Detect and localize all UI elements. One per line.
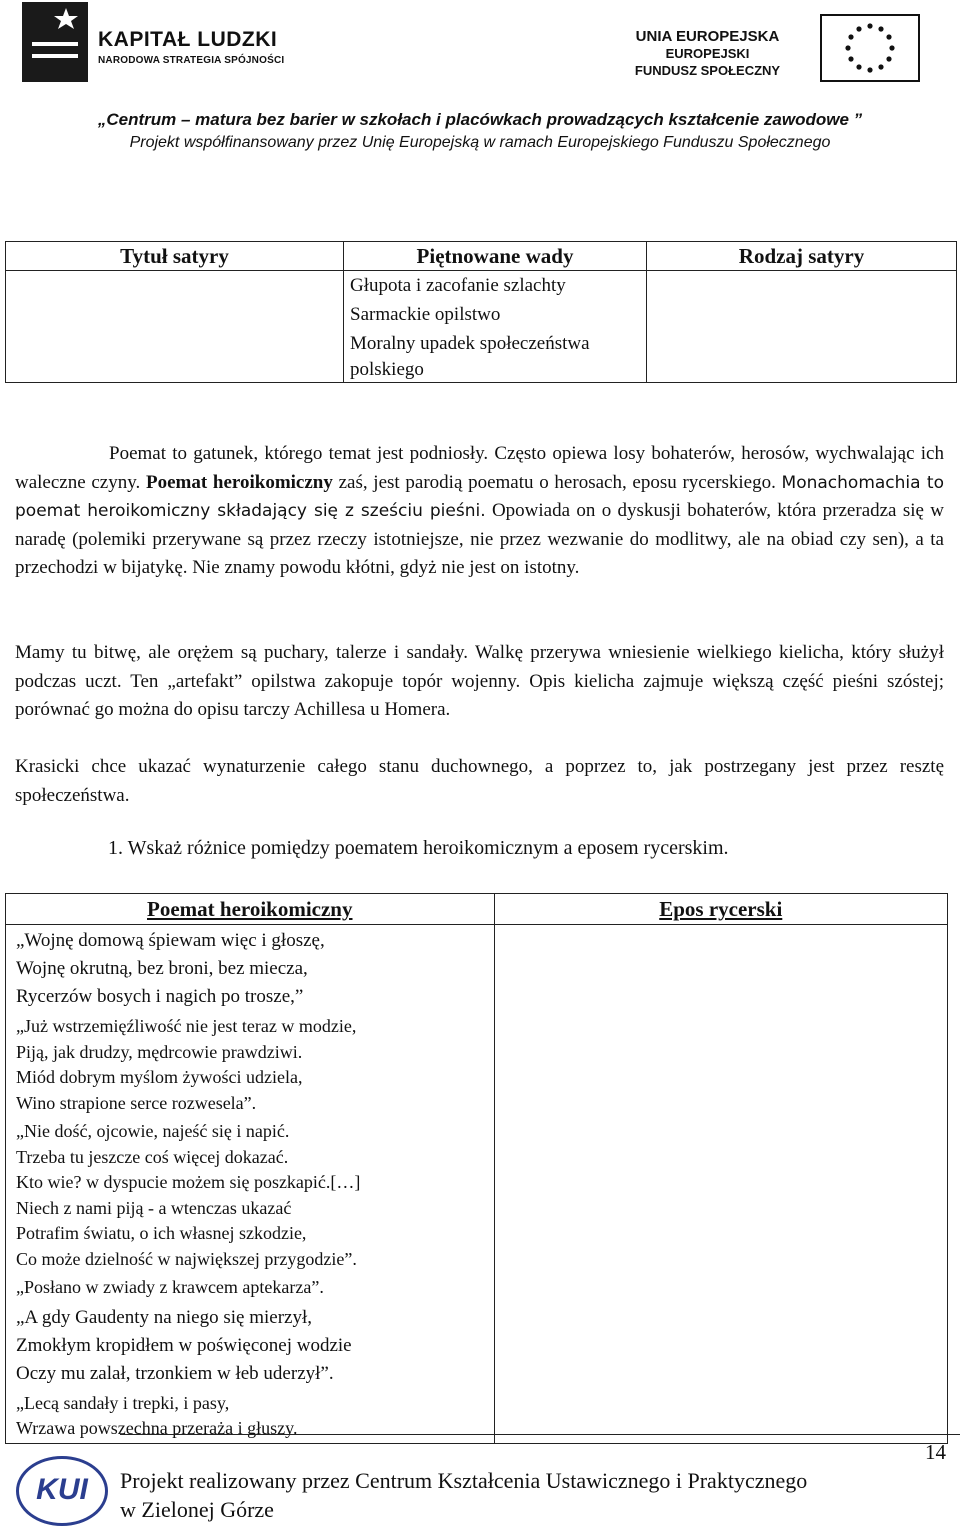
quote-line: Kto wie? w dyspucie możem się poszkapić.[…]: [16, 1172, 361, 1192]
satire-table-cell-flaws: [344, 271, 647, 383]
quote-line: Co może dzielność w największej przygodzie”.: [16, 1248, 357, 1269]
quote-line: „A gdy Gaudenty na niego się mierzył,: [16, 1306, 313, 1328]
paragraph-bitwa: Mamy tu bitwę, ale orężem są puchary, talerze i sandały. Walkę przerywa wniesienie wielkiego kielicha, który służył podczas uczt. Ten „artefakt” opilstwa zakopuje topór wojenny. Opis kielicha zajmuje większą część pieśni szóstej; porównać go można do opisu tarczy Achillesa u Homera.: [15, 642, 944, 720]
quote-line: Niech z nami piją - a wtenczas ukazać: [16, 1197, 292, 1218]
quote-line: „Lecą sandały i trepki, i pasy,: [16, 1392, 230, 1413]
footer-divider: [120, 1434, 960, 1435]
quote-group: [16, 1273, 494, 1302]
quote-group: [16, 925, 494, 1012]
paragraph-poemat: [15, 440, 944, 583]
quote-line: Piją, jak drudzy, mędrcowie prawdziwi.: [16, 1041, 303, 1062]
paragraph-text: Monachomachia to poemat heroikomiczny składający się z sześciu pieśni.: [15, 472, 945, 521]
paragraph-text: Poemat to gatunek, którego temat jest podniosły. Często opiewa losy bohaterów, herosów, wychwalając ich waleczne czyny.: [15, 443, 944, 493]
comparison-cell-quotes: [6, 925, 495, 1444]
comparison-cell-epos: [494, 925, 947, 1444]
quote-group: [16, 1302, 494, 1389]
satire-table-cell-type: [647, 271, 957, 383]
ckuip-logo-icon: KUI: [16, 1456, 108, 1526]
kapital-ludzki-title: KAPITAŁ LUDZKI: [98, 28, 278, 51]
kapital-ludzki-subtitle: NARODOWA STRATEGIA SPÓJNOŚCI: [98, 55, 285, 66]
kapital-ludzki-emblem-icon: [22, 2, 88, 82]
project-subtitle: Projekt współfinansowany przez Unię Europejską w ramach Europejskiego Funduszu Społecznego: [129, 134, 831, 151]
satire-table-cell-title: [6, 271, 344, 383]
quote-line: Oczy mu zalał, trzonkiem w łeb uderzył”.: [16, 1362, 334, 1384]
footer-line2: w Zielonej Górze: [120, 1497, 274, 1522]
quote-line: Miód dobrym myślom żywości udziela,: [16, 1067, 303, 1087]
satire-table-header-type: Rodzaj satyry: [647, 242, 957, 271]
footer-text: [120, 1466, 807, 1524]
comparison-header-epos: [494, 894, 947, 925]
term-poemat-heroikomiczny: Poemat heroikomiczny: [145, 471, 333, 493]
flaw-item: polskiego: [350, 359, 424, 380]
paragraph-text: zaś, jest parodią poematu o herosach, eposu rycerskiego.: [332, 471, 782, 493]
quote-line: Wrzawa powszechna przeraża i głuszy.: [16, 1418, 298, 1438]
satire-table-header-title: Tytuł satyry: [6, 242, 344, 271]
quote-line: Rycerzów bosych i nagich po trosze,”: [16, 986, 304, 1007]
comparison-header-epos-label: Epos rycerski: [659, 897, 783, 921]
paragraph-text: Opowiada on o dyskusji bohaterów, która przeradza się w naradę (polemiki przerywane są przez rzeczy istotniejsze, nie przez wezwanie do modlitwy, ale na obiad czy sen), a ta przechodzi w bijatykę. Nie znamy powodu kłótni, gdyż nie jest on istotny.: [15, 500, 944, 578]
eu-logo-line2: EUROPEJSKI: [665, 46, 750, 61]
paragraph-krasicki: Krasicki chce ukazać wynaturzenie całego stanu duchownego, a poprzez to, jak postrzegany jest przez resztę społeczeństwa.: [15, 756, 944, 806]
quote-line: „Wojnę domową śpiewam więc i głoszę,: [16, 930, 325, 951]
kapital-ludzki-logo: [22, 0, 292, 85]
quote-group: [16, 1117, 494, 1273]
flaw-item: Głupota i zacofanie szlachty: [350, 275, 566, 296]
question-1: 1. Wskaż różnice pomiędzy poematem heroikomicznym a eposem rycerskim.: [108, 837, 729, 859]
quote-line: „Nie dość, ojcowie, najeść się i napić.: [16, 1121, 290, 1141]
footer-line1: Projekt realizowany przez Centrum Kształcenia Ustawicznego i Praktycznego: [120, 1468, 808, 1493]
page-number: 14: [925, 1440, 946, 1464]
flaw-item: Moralny upadek społeczeństwa: [350, 333, 590, 354]
project-title: „Centrum – matura bez barier w szkołach i placówkach prowadzących kształcenie zawodowe ”: [97, 110, 863, 129]
flaw-item: Sarmackie opilstwo: [350, 304, 501, 325]
quote-line: Trzeba tu jeszcze coś więcej dokazać.: [16, 1146, 289, 1167]
quote-line: Wino strapione serce rozwesela”.: [16, 1092, 257, 1113]
satire-table: [5, 241, 957, 383]
comparison-header-poemat: [6, 894, 495, 925]
quote-group: [16, 1012, 494, 1117]
eu-flag-icon: [820, 14, 920, 82]
comparison-table: [5, 893, 948, 1444]
quote-line: „Posłano w zwiady z krawcem aptekarza”.: [16, 1277, 324, 1297]
satire-table-header-flaws: Piętnowane wady: [344, 242, 647, 271]
eu-logo-line3: FUNDUSZ SPOŁECZNY: [634, 63, 781, 78]
comparison-header-poemat-label: Poemat heroikomiczny: [147, 897, 353, 921]
eu-logo-line1: UNIA EUROPEJSKA: [635, 28, 780, 45]
quote-line: „Już wstrzemięźliwość nie jest teraz w modzie,: [16, 1016, 357, 1036]
quote-line: Zmokłym kropidłem w poświęconej wodzie: [16, 1334, 352, 1356]
eu-logo: [620, 4, 920, 89]
quote-line: Potrafim światu, o ich własnej szkodzie,: [16, 1223, 307, 1243]
eu-logo-text: [620, 28, 795, 79]
quote-line: Wojnę okrutną, bez broni, bez miecza,: [16, 958, 308, 979]
